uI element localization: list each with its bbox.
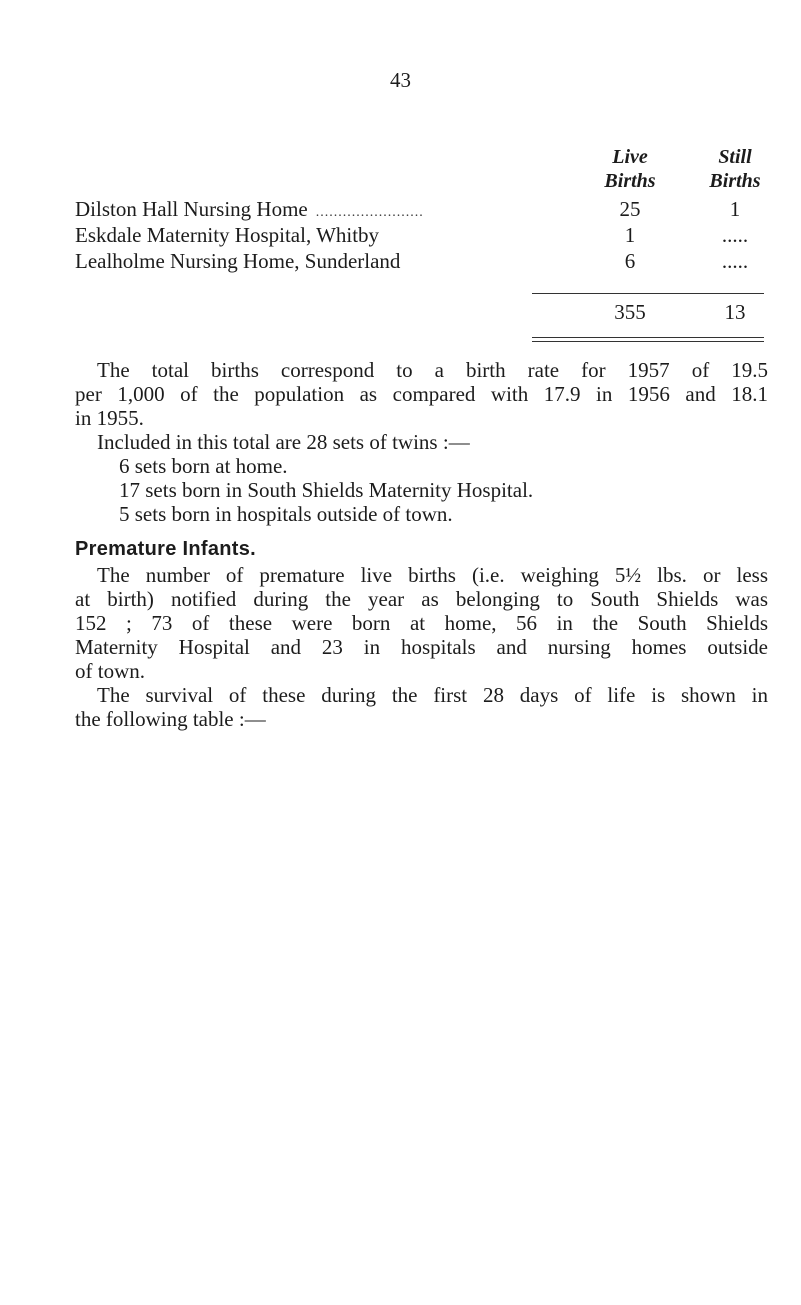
premature-p1-line-3: 152 ; 73 of these were born at home, 56 in the South Shields — [75, 611, 768, 635]
live-births-header-line1: Live — [612, 146, 648, 168]
premature-p1-line-2: at birth) notified during the year as belonging to South Shields was — [75, 587, 768, 611]
section-heading: Premature Infants. — [75, 538, 257, 560]
leader-dots: ........................ — [315, 205, 424, 220]
table-row — [75, 197, 775, 221]
row-name — [75, 223, 379, 248]
birth-rate-line-1: The total births correspond to a birth rate for 1957 of 19.5 — [97, 358, 768, 382]
row-name-text: Dilston Hall Nursing Home — [75, 197, 308, 221]
row-live-births: 25 — [619, 197, 641, 221]
still-births-header-line2: Births — [709, 170, 761, 192]
twins-item: 17 sets born in South Shields Maternity Hospital. — [119, 478, 534, 502]
row-still-births: ..... — [721, 223, 749, 247]
twins-intro: Included in this total are 28 sets of twins :— — [97, 430, 470, 454]
row-still-births: ..... — [721, 249, 749, 273]
row-live-births: 6 — [624, 249, 636, 273]
row-name-text: Lealholme Nursing Home, Sunderland — [75, 249, 401, 273]
twins-item: 6 sets born at home. — [119, 454, 288, 478]
row-live-births: 1 — [624, 223, 636, 247]
live-births-header-line2: Births — [604, 170, 656, 192]
birth-rate-line-2: per 1,000 of the population as compared with 17.9 in 1956 and 18.1 — [75, 382, 768, 406]
total-rule-double-1 — [532, 337, 764, 338]
total-rule-top — [532, 293, 764, 294]
page-number: 43 — [390, 68, 411, 92]
total-live-births: 355 — [614, 300, 646, 324]
total-rule-double-2 — [532, 341, 764, 342]
row-name — [75, 249, 400, 274]
row-name-text: Eskdale Maternity Hospital, Whitby — [75, 223, 380, 247]
still-births-header-line1: Still — [718, 146, 752, 168]
premature-p2-line-2: the following table :— — [75, 707, 266, 731]
table-row — [75, 223, 775, 247]
premature-p1-line-4: Maternity Hospital and 23 in hospitals and nursing homes outside — [75, 635, 768, 659]
row-still-births: 1 — [729, 197, 741, 221]
table-row — [75, 249, 775, 273]
premature-p1-line-1: The number of premature live births (i.e. weighing 5½ lbs. or less — [97, 563, 768, 587]
still-births-header — [690, 145, 780, 193]
premature-p2-line-1: The survival of these during the first 28 days of life is shown in — [97, 683, 768, 707]
premature-p1-line-5: of town. — [75, 659, 145, 683]
twins-item: 5 sets born in hospitals outside of town. — [119, 502, 453, 526]
row-name — [75, 197, 424, 222]
birth-rate-line-3: in 1955. — [75, 406, 144, 430]
total-still-births: 13 — [724, 300, 746, 324]
live-births-header — [580, 145, 680, 193]
